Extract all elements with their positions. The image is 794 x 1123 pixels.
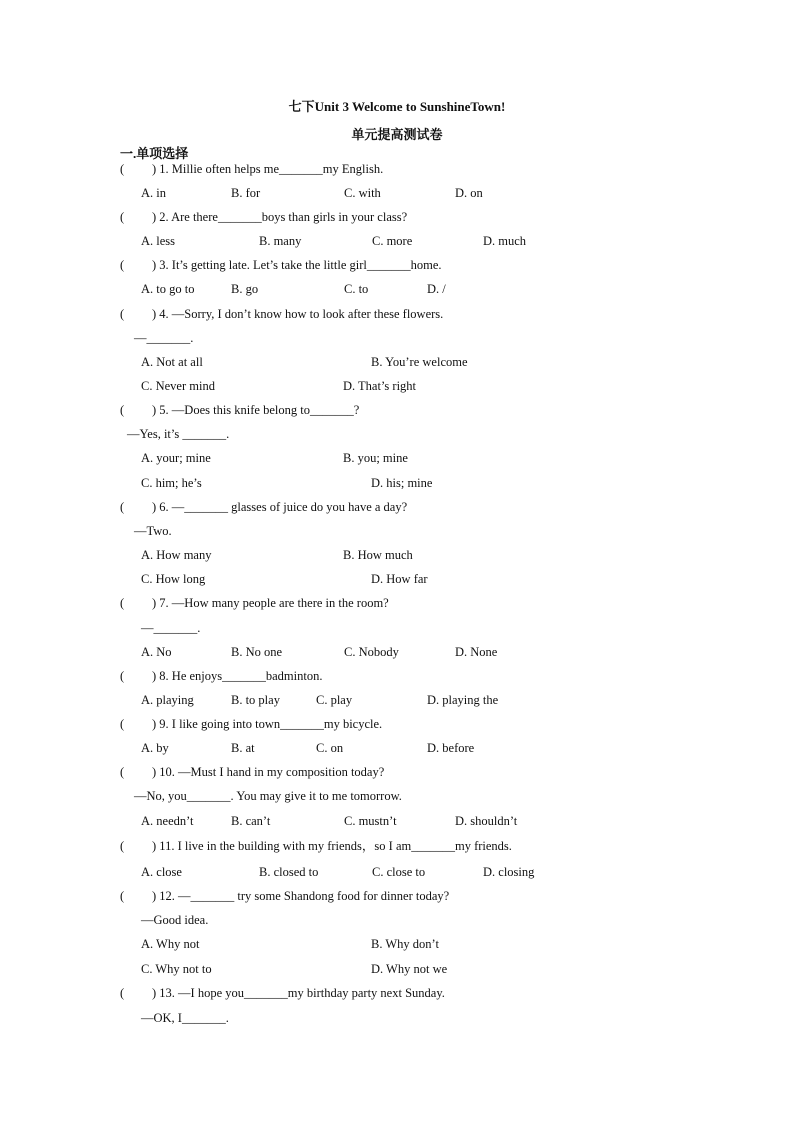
option-a: A. Why not	[141, 937, 200, 951]
option-c: C. play	[316, 693, 353, 707]
question-8	[120, 668, 322, 684]
option-b: B. can’t	[231, 814, 271, 828]
question-2	[120, 209, 407, 225]
question-stem: ) 10. —Must I hand in my composition today?	[152, 765, 385, 779]
question-stem: ) 3. It’s getting late. Let’s take the little girl_______home.	[152, 258, 442, 272]
option-a: A. How many	[141, 548, 212, 562]
question-stem: ) 13. —I hope you_______my birthday party next Sunday.	[152, 986, 445, 1000]
option-d: D. /	[427, 282, 446, 296]
question-stem: ) 5. —Does this knife belong to_______?	[152, 403, 360, 417]
question-stem: ) 4. —Sorry, I don’t know how to look after these flowers.	[152, 307, 444, 321]
option-d: D. How far	[371, 572, 428, 586]
answer-blank: (	[120, 210, 125, 224]
question-stem: ) 8. He enjoys_______badminton.	[152, 669, 323, 683]
option-d: D. closing	[483, 865, 535, 879]
option-a: A. close	[141, 865, 182, 879]
question-3	[120, 257, 442, 273]
option-a: A. needn’t	[141, 814, 194, 828]
option-b: B. Why don’t	[371, 937, 439, 951]
question-reply: —No, you_______. You may give it to me tomorrow.	[134, 789, 402, 803]
question-12	[120, 888, 449, 904]
answer-blank: (	[120, 717, 125, 731]
option-c: C. with	[344, 186, 381, 200]
option-d: D. on	[455, 186, 483, 200]
question-reply: —_______.	[141, 621, 201, 635]
answer-blank: (	[120, 307, 125, 321]
option-d: D. much	[483, 234, 527, 248]
answer-blank: (	[120, 403, 125, 417]
answer-blank: (	[120, 765, 125, 779]
answer-blank: (	[120, 162, 125, 176]
option-a: A. playing	[141, 693, 194, 707]
question-1	[120, 161, 383, 177]
option-b: B. for	[231, 186, 261, 200]
option-b: B. you; mine	[343, 451, 408, 465]
question-stem: ) 9. I like going into town_______my bicycle.	[152, 717, 383, 731]
question-10	[120, 764, 384, 780]
option-a: A. Not at all	[141, 355, 203, 369]
question-stem: ) 7. —How many people are there in the room?	[152, 596, 389, 610]
option-a: A. to go to	[141, 282, 195, 296]
option-b: B. No one	[231, 645, 283, 659]
question-reply: —Two.	[134, 524, 172, 538]
option-d: D. before	[427, 741, 475, 755]
exam-title: 七下Unit 3 Welcome to SunshineTown!	[288, 99, 506, 114]
question-9	[120, 716, 382, 732]
option-b: B. closed to	[259, 865, 319, 879]
answer-blank: (	[120, 986, 125, 1000]
option-c: C. close to	[372, 865, 426, 879]
exam-subtitle: 单元提高测试卷	[351, 127, 443, 142]
section-heading: 一.单项选择	[120, 146, 189, 161]
option-c: C. Nobody	[344, 645, 399, 659]
option-c: C. more	[372, 234, 413, 248]
question-6	[120, 499, 407, 515]
option-c: C. him; he’s	[141, 476, 202, 490]
answer-blank: (	[120, 500, 125, 514]
question-stem: ) 2. Are there_______boys than girls in your class?	[152, 210, 408, 224]
option-c: C. Why not to	[141, 962, 212, 976]
option-a: A. No	[141, 645, 172, 659]
question-11	[120, 838, 512, 854]
answer-blank: (	[120, 258, 125, 272]
option-c: C. How long	[141, 572, 206, 586]
option-b: B. at	[231, 741, 255, 755]
option-b: B. to play	[231, 693, 280, 707]
option-a: A. by	[141, 741, 169, 755]
answer-blank: (	[120, 669, 125, 683]
option-c: C. to	[344, 282, 369, 296]
question-13	[120, 985, 445, 1001]
question-5	[120, 402, 359, 418]
option-c: C. on	[316, 741, 344, 755]
question-stem: ) 1. Millie often helps me_______my English.	[152, 162, 384, 176]
question-stem: ) 6. —_______ glasses of juice do you have a day?	[152, 500, 408, 514]
option-c: C. Never mind	[141, 379, 215, 393]
answer-blank: (	[120, 889, 125, 903]
option-a: A. in	[141, 186, 166, 200]
option-b: B. You’re welcome	[371, 355, 468, 369]
option-d: D. That’s right	[343, 379, 417, 393]
question-stem: ) 12. —_______ try some Shandong food for dinner today?	[152, 889, 450, 903]
option-b: B. How much	[343, 548, 413, 562]
question-reply: —_______.	[134, 331, 194, 345]
option-d: D. Why not we	[371, 962, 448, 976]
question-reply: —OK, I_______.	[141, 1011, 229, 1025]
answer-blank: (	[120, 596, 125, 610]
question-reply: —Good idea.	[141, 913, 209, 927]
answer-blank: (	[120, 839, 125, 853]
question-7	[120, 595, 389, 611]
option-c: C. mustn’t	[344, 814, 397, 828]
option-d: D. shouldn’t	[455, 814, 518, 828]
question-reply: —Yes, it’s _______.	[127, 427, 230, 441]
question-4	[120, 306, 443, 322]
option-d: D. his; mine	[371, 476, 433, 490]
option-d: D. None	[455, 645, 498, 659]
option-d: D. playing the	[427, 693, 499, 707]
question-stem: ) 11. I live in the building with my friends，so I am_______my friends.	[152, 839, 512, 853]
option-a: A. your; mine	[141, 451, 211, 465]
option-b: B. many	[259, 234, 302, 248]
option-a: A. less	[141, 234, 176, 248]
option-b: B. go	[231, 282, 259, 296]
